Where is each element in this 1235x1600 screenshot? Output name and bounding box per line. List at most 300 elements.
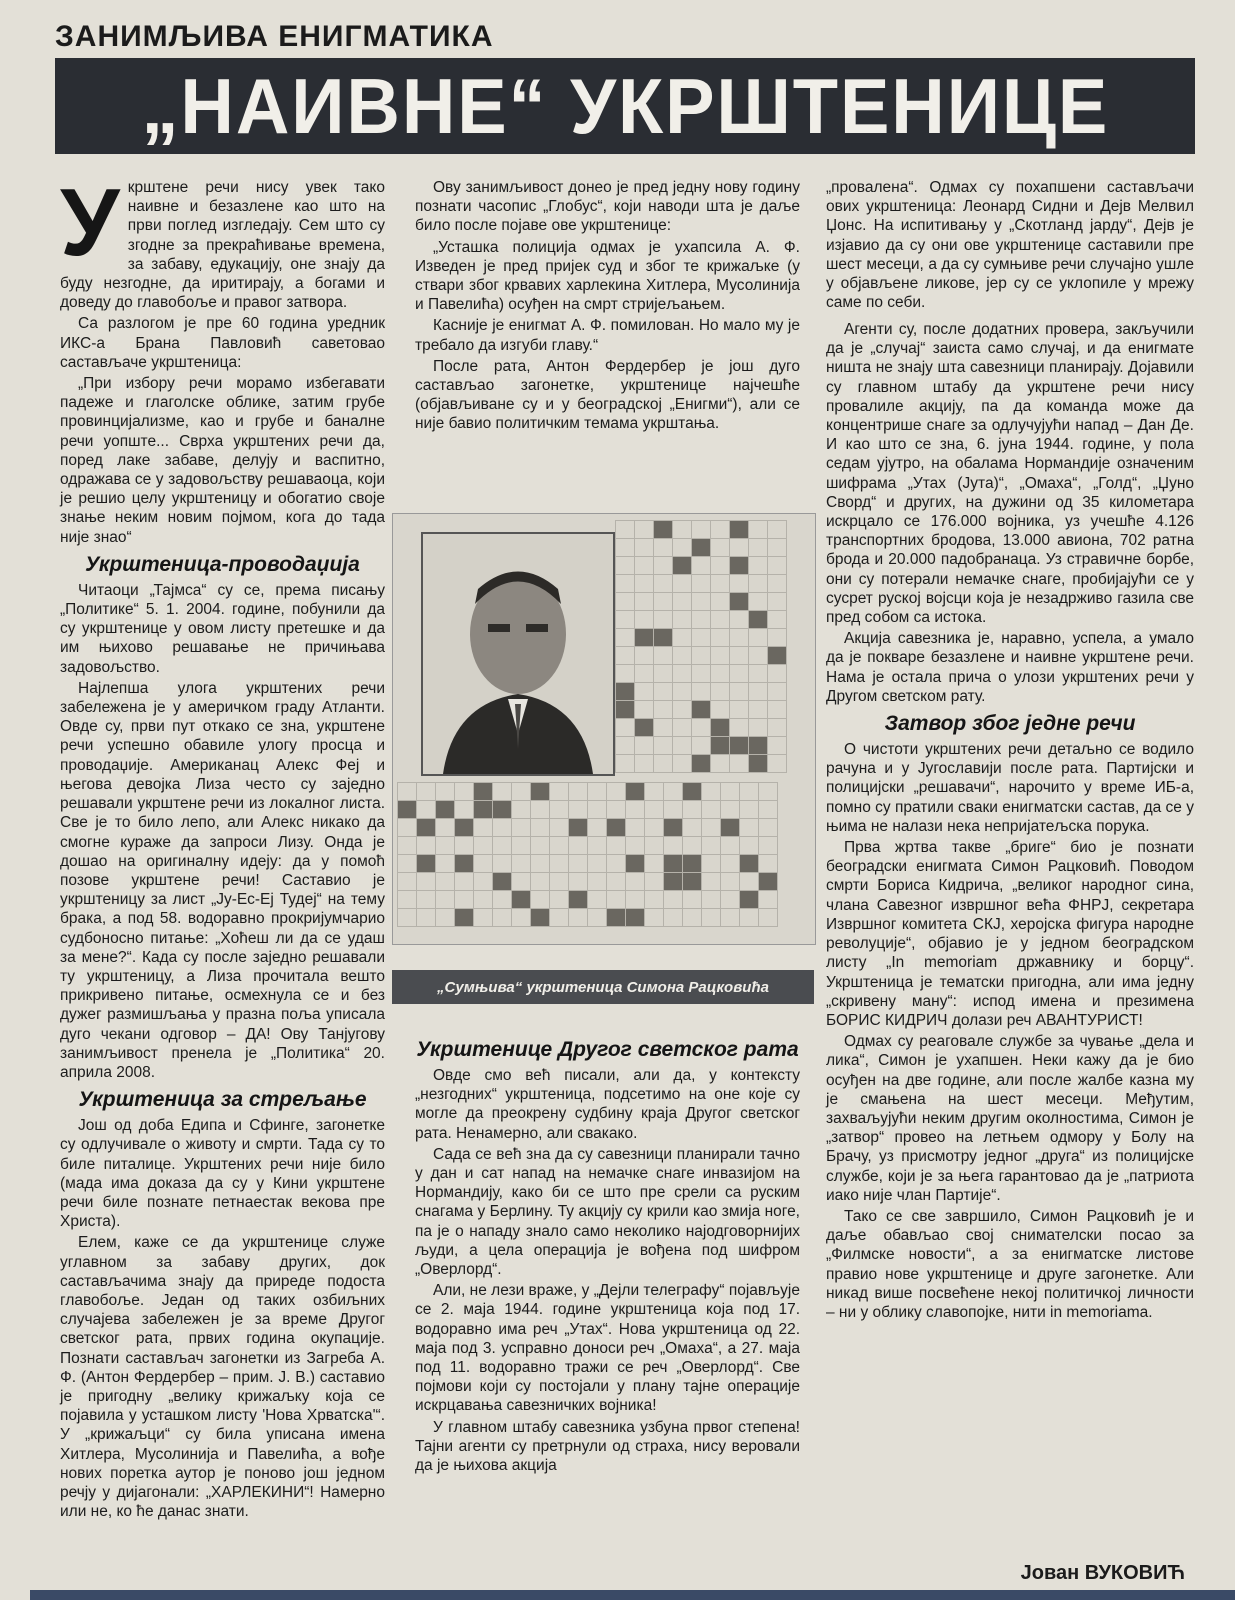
crossword-cell (512, 855, 531, 873)
crossword-cell (569, 891, 588, 909)
crossword-cell (768, 611, 787, 629)
portrait-illustration (423, 534, 613, 774)
crossword-cell (730, 611, 749, 629)
crossword-cell (645, 801, 664, 819)
crossword-cell (711, 647, 730, 665)
crossword-grid-bottom (397, 782, 778, 927)
crossword-cell (692, 575, 711, 593)
article-title: „НАИВНЕ“ УКРШТЕНИЦЕ (141, 61, 1109, 150)
crossword-cell (759, 801, 778, 819)
crossword-cell (635, 719, 654, 737)
crossword-cell (474, 855, 493, 873)
crossword-cell (654, 593, 673, 611)
crossword-cell (692, 755, 711, 773)
crossword-cell (635, 593, 654, 611)
crossword-cell (702, 909, 721, 927)
crossword-cell (749, 575, 768, 593)
crossword-cell (616, 755, 635, 773)
crossword-cell (683, 855, 702, 873)
crossword-cell (569, 801, 588, 819)
crossword-cell (654, 557, 673, 575)
crossword-cell (531, 873, 550, 891)
crossword-cell (759, 855, 778, 873)
crossword-cell (550, 819, 569, 837)
crossword-cell (569, 837, 588, 855)
crossword-cell (730, 557, 749, 575)
crossword-cell (455, 873, 474, 891)
crossword-cell (768, 737, 787, 755)
crossword-cell (645, 855, 664, 873)
crossword-cell (626, 855, 645, 873)
crossword-cell (683, 783, 702, 801)
crossword-cell (692, 593, 711, 611)
crossword-cell (436, 801, 455, 819)
crossword-cell (635, 755, 654, 773)
crossword-cell (626, 819, 645, 837)
column-2-bottom (415, 1032, 800, 1477)
crossword-cell (721, 891, 740, 909)
paragraph: Најлепша улога укрштених речи забележена је у америчком граду Атланти. Овде су, први пут откако се зна, укрштене речи успешно обавиле улогу просца и проводаџије. Американац Алекс Феј и његова девојка Лиза често су заједно решавали укрштене речи из локалног листа. Све је то било лепо, али Алекс никако да смогне кураже да запроси Лизу. Онда је дошао на оригиналну идеју: да у помоћ позове укрштене речи! Саставио је укрштеницу за лист „Ју-Ес-Еј Тудеј“ на тему брака, а под 58. водоравно прокријумчарио судбоносно питање: „Хоћеш ли да се удаш за мене?“. Када су после заједно решавали ту укрштеницу, а Лиза прочитала вешто прикривено питање, осмехнула се и без дужег размишљања у празна поља уписала дуго чекани одговор – ДА! Ову Танјугову занимљивост пренела је „Политика“ 20. априла 2008. (60, 679, 385, 1081)
crossword-cell (645, 873, 664, 891)
crossword-cell (692, 737, 711, 755)
crossword-cell (635, 683, 654, 701)
paragraph: Овде смо већ писали, али да, у контексту „незгодних“ укрштеница, подсетимо на оне које су могле да преокрену судбину краја Другог светског рата. Ненамерно, али свакако. (415, 1067, 800, 1142)
crossword-cell (531, 783, 550, 801)
crossword-cell (683, 819, 702, 837)
crossword-cell (654, 683, 673, 701)
crossword-cell (749, 719, 768, 737)
crossword-cell (749, 755, 768, 773)
crossword-cell (550, 783, 569, 801)
crossword-cell (626, 909, 645, 927)
crossword-cell (711, 521, 730, 539)
crossword-cell (654, 629, 673, 647)
crossword-cell (616, 557, 635, 575)
crossword-cell (436, 873, 455, 891)
crossword-cell (759, 909, 778, 927)
crossword-figure (392, 513, 816, 945)
crossword-cell (749, 701, 768, 719)
crossword-cell (550, 855, 569, 873)
crossword-cell (730, 593, 749, 611)
crossword-cell (711, 755, 730, 773)
crossword-cell (759, 819, 778, 837)
crossword-cell (550, 873, 569, 891)
crossword-cell (721, 837, 740, 855)
crossword-cell (692, 557, 711, 575)
crossword-cell (607, 783, 626, 801)
crossword-cell (683, 837, 702, 855)
crossword-cell (711, 665, 730, 683)
column-2-top (415, 178, 800, 436)
crossword-cell (417, 819, 436, 837)
crossword-cell (616, 575, 635, 593)
crossword-cell (550, 837, 569, 855)
crossword-cell (607, 837, 626, 855)
crossword-cell (417, 855, 436, 873)
crossword-cell (455, 801, 474, 819)
crossword-cell (654, 755, 673, 773)
paragraph: Још од доба Едипа и Сфинге, загонетке су одлучивале о животу и смрти. Тада су то биле питалице. Укрштених речи није било (мада има доказа да су у Кини укрштене речи биле познате петнаестак векова пре Христа). (60, 1117, 385, 1231)
crossword-cell (569, 909, 588, 927)
crossword-cell (654, 737, 673, 755)
crossword-cell (417, 909, 436, 927)
column-1 (60, 169, 385, 1523)
crossword-cell (436, 891, 455, 909)
crossword-cell (417, 891, 436, 909)
crossword-cell (550, 801, 569, 819)
crossword-grid-top (615, 520, 787, 773)
crossword-cell (740, 873, 759, 891)
subheading: Укрштенице Другог светског рата (416, 1038, 799, 1061)
crossword-cell (740, 837, 759, 855)
subheading: Укрштеница-проводаџија (85, 552, 360, 576)
crossword-cell (768, 665, 787, 683)
crossword-cell (436, 783, 455, 801)
crossword-cell (455, 837, 474, 855)
crossword-cell (474, 873, 493, 891)
paragraph: Сада се већ зна да су савезници планирали тачно у дан и сат напад на немачке снаге инвазијом на Нормандију, како би се што пре срели са руским снагама у Берлину. Ту акцију су крили као змија ноге, па је о нападу знало само неколико најодговорнијих људи, а цела операција је вођена под шифром „Оверлорд“. (415, 1145, 800, 1279)
crossword-cell (654, 665, 673, 683)
crossword-cell (740, 783, 759, 801)
crossword-cell (721, 801, 740, 819)
crossword-cell (654, 719, 673, 737)
crossword-cell (673, 755, 692, 773)
crossword-cell (607, 873, 626, 891)
crossword-cell (711, 737, 730, 755)
crossword-cell (626, 801, 645, 819)
crossword-cell (740, 855, 759, 873)
paragraph: Акција савезника је, наравно, успела, а умало да је покваре безазлене и наивне укрштене речи. Нама је остала прича о улози укрштених речи у Другом светском рату. (826, 630, 1194, 705)
crossword-cell (531, 801, 550, 819)
crossword-cell (759, 891, 778, 909)
crossword-cell (740, 891, 759, 909)
crossword-cell (645, 891, 664, 909)
crossword-cell (493, 891, 512, 909)
crossword-cell (768, 755, 787, 773)
footer-bar (30, 1590, 1235, 1600)
crossword-cell (616, 593, 635, 611)
crossword-cell (740, 819, 759, 837)
crossword-cell (531, 819, 550, 837)
crossword-cell (588, 783, 607, 801)
crossword-cell (616, 737, 635, 755)
crossword-cell (398, 909, 417, 927)
crossword-cell (607, 819, 626, 837)
crossword-cell (635, 539, 654, 557)
quote-paragraph: „При избору речи морамо избегавати падеже и глаголске облике, затим грубе провинцијализме, као и грубе и баналне речи уопште... Сврха укрштених речи да, поред лаке забаве, делују и васпитно, одражава се у задовољству решаваоца, који је решио целу укрштеницу и обогатио своје знање неким новим појмом, кога до тада није знао“ (60, 375, 385, 546)
crossword-cell (398, 873, 417, 891)
crossword-cell (692, 647, 711, 665)
crossword-cell (398, 837, 417, 855)
crossword-cell (398, 855, 417, 873)
crossword-cell (721, 873, 740, 891)
crossword-cell (730, 539, 749, 557)
crossword-cell (474, 819, 493, 837)
crossword-cell (730, 683, 749, 701)
paragraph: У главном штабу савезника узбуна првог степена! Тајни агенти су претрнули од страха, нису веровали да је њихова акција (415, 1418, 800, 1475)
quote-paragraph: „Усташка полиција одмах је ухапсила А. Ф. Изведен је пред пријек суд и због те крижаљке (у ствари због крвавих харлекина Хитлера, Мусолинија и Павелића) осуђен на смрт стријељањем. (415, 238, 800, 314)
crossword-cell (455, 855, 474, 873)
crossword-cell (730, 647, 749, 665)
crossword-cell (749, 521, 768, 539)
crossword-cell (740, 801, 759, 819)
crossword-cell (635, 521, 654, 539)
crossword-cell (768, 557, 787, 575)
title-banner (55, 58, 1195, 154)
crossword-cell (664, 909, 683, 927)
crossword-cell (512, 801, 531, 819)
crossword-cell (569, 855, 588, 873)
portrait-photo (421, 532, 615, 776)
crossword-cell (607, 801, 626, 819)
crossword-cell (616, 683, 635, 701)
crossword-cell (635, 557, 654, 575)
crossword-cell (455, 783, 474, 801)
crossword-cell (721, 783, 740, 801)
crossword-cell (550, 891, 569, 909)
crossword-cell (531, 855, 550, 873)
crossword-cell (768, 647, 787, 665)
paragraph: После рата, Антон Фердербер је још дуго састављао загонетке, укрштенице најчешће (објављиване су и у београдској „Енигми“), али се није бавио политичким темама укрштања. (415, 357, 800, 433)
crossword-cell (493, 837, 512, 855)
crossword-cell (512, 783, 531, 801)
crossword-cell (512, 837, 531, 855)
crossword-cell (683, 909, 702, 927)
crossword-cell (455, 819, 474, 837)
crossword-cell (721, 909, 740, 927)
crossword-cell (702, 873, 721, 891)
crossword-cell (721, 855, 740, 873)
crossword-cell (635, 575, 654, 593)
crossword-cell (673, 539, 692, 557)
crossword-cell (740, 909, 759, 927)
crossword-cell (654, 611, 673, 629)
crossword-cell (711, 557, 730, 575)
crossword-cell (673, 647, 692, 665)
crossword-cell (721, 819, 740, 837)
column-3 (826, 320, 1194, 1324)
crossword-cell (635, 629, 654, 647)
paragraph: Тако се све завршило, Симон Рацковић је и даље обављао свој снимателски посао за „Филмске новости“, а за енигматске листове правио нове укрштенице и друге загонетке. Али никад више посвећене некој политичкој личности – ни у облику славопојке, нити in memoriama. (826, 1207, 1194, 1321)
paragraph: Са разлогом је пре 60 година уредник ИКС-а Брана Павловић саветовао састављаче укрштеница: (60, 315, 385, 371)
crossword-cell (654, 701, 673, 719)
crossword-cell (702, 837, 721, 855)
crossword-cell (398, 819, 417, 837)
crossword-cell (749, 557, 768, 575)
crossword-cell (673, 521, 692, 539)
crossword-cell (616, 647, 635, 665)
crossword-cell (711, 575, 730, 593)
crossword-cell (436, 855, 455, 873)
crossword-cell (455, 891, 474, 909)
crossword-cell (588, 873, 607, 891)
crossword-cell (749, 539, 768, 557)
crossword-cell (417, 837, 436, 855)
crossword-cell (683, 801, 702, 819)
crossword-cell (616, 629, 635, 647)
crossword-cell (493, 855, 512, 873)
crossword-cell (531, 891, 550, 909)
author-byline: Јован ВУКОВИЋ (1020, 1562, 1185, 1584)
crossword-cell (493, 873, 512, 891)
crossword-cell (711, 611, 730, 629)
crossword-cell (645, 909, 664, 927)
crossword-cell (673, 557, 692, 575)
crossword-cell (692, 629, 711, 647)
crossword-cell (654, 647, 673, 665)
crossword-cell (664, 855, 683, 873)
paragraph: Елем, каже се да укрштенице служе углавном за забаву других, док састављачима знају да приреде подоста главобоље. Један од таких озбиљних случајева забележен је за време Другог светског рата, првих година окупације. Познати састављач загонетки из Загреба А. Ф. (Антон Фердербер – прим. Ј. В.) саставио је пригодну „велику крижаљку која се појавила у усташком листу 'Нова Хрватска'“. У „крижаљци“ су била уписана имена Хитлера, Мусолинија и Павелића, а вође нових поретка аутор је поново још једном речју у дијагонали: „ХАРЛЕКИНИ“! Намерно или не, ко ће данас знати. (60, 1234, 385, 1521)
crossword-cell (673, 737, 692, 755)
crossword-cell (616, 719, 635, 737)
crossword-cell (616, 701, 635, 719)
crossword-cell (759, 873, 778, 891)
crossword-cell (768, 683, 787, 701)
crossword-cell (436, 909, 455, 927)
crossword-cell (474, 909, 493, 927)
paragraph: Одмах су реаговале службе за чување „дела и лика“, Симон је ухапшен. Неки кажу да је био осуђен на две године, али после жалбе казна му је смањена на шест месеци. Међутим, захваљујући неким другим околностима, Симон је „затвор“ провео на летњем одмору у Болу на Брачу, уз присмотру једног „друга“ из полицијске службе, који је за њега гарантовао да је „патриота иако није члан Партије“. (826, 1033, 1194, 1204)
crossword-cell (730, 719, 749, 737)
crossword-cell (607, 855, 626, 873)
crossword-cell (730, 737, 749, 755)
crossword-cell (474, 837, 493, 855)
crossword-cell (730, 755, 749, 773)
crossword-cell (455, 909, 474, 927)
crossword-cell (569, 783, 588, 801)
paragraph: Прва жртва такве „бриге“ био је познати београдски енигмата Симон Рацковић. Поводом смрти Бориса Кидрича, „великог народног сина, члана Савезног извршног већа ФНРЈ, секретара Извршног комитета СКЈ, херојска фигура народне револуције“, објавио је у једном београдском листу „In memoriam државнику и борцу“. Укрштеница је тематски пригодна, али има једну „скривену ману“: испод имена и презимена БОРИС КИДРИЧ долази реч АВАНТУРИСТ! (826, 839, 1194, 1029)
crossword-cell (512, 873, 531, 891)
crossword-cell (664, 873, 683, 891)
crossword-cell (768, 521, 787, 539)
crossword-cell (616, 611, 635, 629)
crossword-cell (749, 737, 768, 755)
crossword-cell (588, 855, 607, 873)
crossword-cell (512, 819, 531, 837)
drop-cap: У (60, 169, 120, 276)
crossword-cell (654, 521, 673, 539)
crossword-cell (645, 819, 664, 837)
crossword-cell (417, 783, 436, 801)
crossword-cell (588, 891, 607, 909)
crossword-cell (588, 819, 607, 837)
crossword-cell (626, 891, 645, 909)
crossword-cell (730, 629, 749, 647)
crossword-cell (493, 819, 512, 837)
crossword-cell (664, 801, 683, 819)
crossword-cell (673, 629, 692, 647)
crossword-cell (635, 737, 654, 755)
crossword-cell (711, 593, 730, 611)
paragraph: „провалена“. Одмах су похапшени састављачи ових укрштеница: Леонард Сидни и Дејв Мелвил Џонс. На испитивању у „Скотланд јарду“, Дејв је изјавио да су они ове укрштенице саставили пре шест месеци, а да су сумњиве речи случајно ушле у објављене ликове, јер су се уклопиле у мрежу саме по себи. (826, 179, 1194, 312)
crossword-cell (569, 873, 588, 891)
crossword-cell (607, 891, 626, 909)
crossword-cell (626, 873, 645, 891)
crossword-cell (531, 837, 550, 855)
paragraph: Али, не лези враже, у „Дејли телеграфу“ појављује се 2. маја 1944. године укрштеница која под 17. водоравно има реч „Утах“. Нова укрштеница од 22. маја под 3. усправно доноси реч „Омаха“, а 27. маја под 11. водоравно тражи се реч „Оверлорд“. Све појмови који су постојали у плану тајне операције искрцавања савезничких војника! (415, 1282, 800, 1415)
crossword-cell (730, 665, 749, 683)
crossword-cell (493, 783, 512, 801)
crossword-cell (635, 647, 654, 665)
crossword-cell (673, 575, 692, 593)
paragraph: О чистоти укрштених речи детаљно се водило рачуна и у Југославији после рата. Партијски и полицијски „решавачи“, нарочито у време ИБ-а, помно су пратили сваки енигматски састав, да се у њима не налази нека непријатељска порука. (826, 741, 1194, 835)
crossword-cell (702, 891, 721, 909)
crossword-cell (768, 593, 787, 611)
crossword-cell (474, 891, 493, 909)
crossword-cell (692, 719, 711, 737)
crossword-cell (768, 539, 787, 557)
crossword-cell (398, 891, 417, 909)
crossword-cell (711, 683, 730, 701)
crossword-cell (664, 819, 683, 837)
crossword-cell (692, 521, 711, 539)
crossword-cell (569, 819, 588, 837)
crossword-cell (635, 701, 654, 719)
crossword-cell (730, 701, 749, 719)
crossword-cell (616, 539, 635, 557)
crossword-cell (702, 819, 721, 837)
crossword-cell (417, 801, 436, 819)
crossword-cell (588, 909, 607, 927)
paragraph: Агенти су, после додатних провера, закључили да је „случај“ заиста само случај, и да енигмате ништа не знају шта савезници планирају. Дојавили су главном штабу да укрштене речи нису провалиле акцију, па да команда може да концентрише снаге за одлучујући напад – Дан Де. И као што се зна, 6. јуна 1944. године, у пола седам ујутро, на обалама Нормандије означеним шифрама „Утах (Јута)“, „Омаха“, „Голд“, „Џуно Сворд“ и других, на дужини од 35 километара искрцало се 176.000 војника, уз учешће 4.126 транспортних бродова, 13.000 авиона, 702 ратна брода и 20.000 падобранаца. Уз стравичне борбе, они су потерали немачке снаге, пробијајући се у сусрет руској војсци која је незадрживо газила све пред собом са истока. (826, 321, 1194, 627)
crossword-cell (683, 891, 702, 909)
crossword-cell (768, 701, 787, 719)
figure-caption: „Сумњива“ укрштеница Симона Рацковића (392, 970, 814, 1004)
subheading: Затвор због једне речи (884, 712, 1136, 736)
crossword-cell (645, 837, 664, 855)
crossword-cell (692, 539, 711, 557)
crossword-cell (673, 665, 692, 683)
crossword-cell (512, 891, 531, 909)
crossword-cell (398, 801, 417, 819)
crossword-cell (711, 629, 730, 647)
quote-paragraph: Касније је енигмат А. Ф. помилован. Но мало му је требало да изгуби главу.“ (415, 317, 800, 354)
crossword-cell (683, 873, 702, 891)
crossword-cell (730, 521, 749, 539)
crossword-cell (673, 719, 692, 737)
crossword-cell (749, 647, 768, 665)
crossword-cell (692, 611, 711, 629)
subheading: Укрштеница за стрељање (78, 1088, 367, 1112)
crossword-cell (768, 575, 787, 593)
crossword-cell (531, 909, 550, 927)
crossword-cell (417, 873, 436, 891)
crossword-cell (626, 837, 645, 855)
crossword-cell (692, 701, 711, 719)
crossword-cell (512, 909, 531, 927)
crossword-cell (759, 783, 778, 801)
crossword-cell (436, 837, 455, 855)
paragraph: Читаоци „Тајмса“ су се, према писању „Политике“ 5. 1. 2004. године, побунили да су укрштенице у овом листу претешке и да им њихово решавање не причињава задовољство. (60, 581, 385, 676)
crossword-cell (702, 855, 721, 873)
crossword-cell (664, 891, 683, 909)
crossword-cell (616, 665, 635, 683)
crossword-cell (436, 819, 455, 837)
crossword-cell (664, 837, 683, 855)
crossword-cell (493, 801, 512, 819)
crossword-cell (398, 783, 417, 801)
crossword-cell (493, 909, 512, 927)
crossword-cell (711, 719, 730, 737)
crossword-cell (664, 783, 683, 801)
crossword-cell (673, 683, 692, 701)
crossword-cell (673, 701, 692, 719)
crossword-cell (588, 837, 607, 855)
crossword-cell (692, 665, 711, 683)
paragraph: Ову занимљивост донео је пред једну нову годину познати часопис „Глобус“, који наводи шта је даље било после појаве ове укрштенице: (415, 179, 800, 235)
crossword-cell (730, 575, 749, 593)
crossword-cell (749, 683, 768, 701)
